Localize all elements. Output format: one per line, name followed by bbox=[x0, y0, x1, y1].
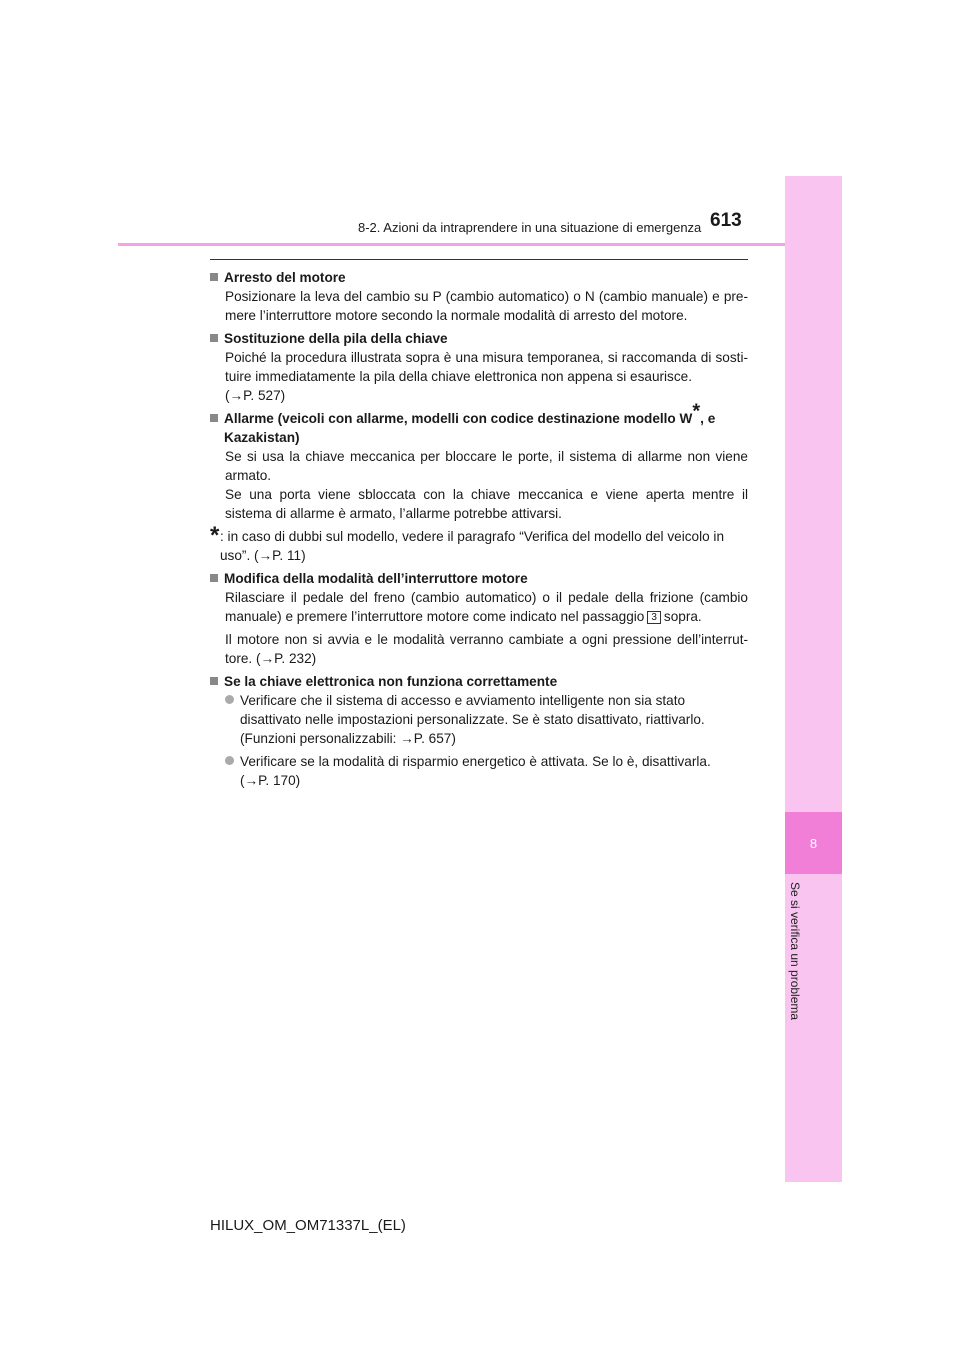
footnote bbox=[210, 522, 748, 565]
circle-bullet-icon bbox=[225, 756, 234, 765]
chapter-title: 8-2. Azioni da intraprendere in una situazione di emergenza bbox=[358, 220, 702, 235]
header-rule bbox=[118, 243, 785, 246]
paragraph: Se una porta viene sbloccata con la chiave meccanica e viene aperta mentre il sistema di allarme è armato, l’allarme potrebbe attivarsi. bbox=[225, 487, 748, 521]
square-bullet-icon bbox=[210, 677, 218, 685]
paragraph: Rilasciare il pedale del freno (cambio automatico) o il pedale della frizione (cambio manuale) e premere l’interruttore motore come indicato nel passaggio 3 sopra. bbox=[225, 590, 748, 624]
step-reference-box: 3 bbox=[647, 611, 661, 624]
paragraph: Posizionare la leva del cambio su P (cambio automatico) o N (cambio manuale) e pre-mere l’interruttore motore secondo la normale modalità di arresto del motore. bbox=[225, 289, 748, 323]
paragraph: Poiché la procedura illustrata sopra è una misura temporanea, si raccomanda di sosti-tuire immediatamente la pila della chiave elettronica non appena si esaurisce. bbox=[225, 350, 748, 384]
manual-code: HILUX_OM_OM71337L_(EL) bbox=[210, 1217, 406, 1234]
asterisk-icon: * bbox=[692, 400, 701, 423]
section-electronic-key bbox=[210, 672, 748, 790]
list-item: Verificare se la modalità di risparmio energetico è attivata. Se lo è, disattivarla. (→P. 170) bbox=[210, 752, 748, 790]
section-engine-stop bbox=[210, 268, 748, 325]
asterisk-icon: * bbox=[210, 522, 220, 549]
section-heading: Modifica della modalità dell’interruttore motore bbox=[210, 569, 748, 588]
page-content bbox=[210, 268, 748, 794]
square-bullet-icon bbox=[210, 273, 218, 281]
chapter-label: Se si verifica un problema bbox=[788, 882, 802, 1021]
section-heading: Se la chiave elettronica non funziona correttamente bbox=[210, 672, 748, 691]
section-alarm bbox=[210, 400, 748, 565]
footnote-text: : in caso di dubbi sul modello, vedere il paragrafo “Verifica del modello del veicolo in uso”. (→P. 11) bbox=[220, 529, 725, 563]
list-item: Verificare che il sistema di accesso e avviamento intelligente non sia stato disattivato nelle impostazioni personalizzate. Se è stato disattivato, riattivarlo. (Funzioni personalizzabili: →P. 657) bbox=[210, 691, 748, 748]
section-engine-switch-mode bbox=[210, 569, 748, 668]
square-bullet-icon bbox=[210, 574, 218, 582]
page-reference[interactable]: (→P. 527) bbox=[225, 388, 286, 403]
section-key-battery bbox=[210, 329, 748, 405]
chapter-number-tab[interactable]: 8 bbox=[785, 812, 842, 874]
circle-bullet-icon bbox=[225, 695, 234, 704]
section-heading: Sostituzione della pila della chiave bbox=[210, 329, 748, 348]
page-reference[interactable]: (Funzioni personalizzabili: →P. 657) bbox=[240, 731, 456, 746]
square-bullet-icon bbox=[210, 414, 218, 422]
paragraph: Il motore non si avvia e le modalità verranno cambiate a ogni pressione dell’interrut-tore. (→P. 232) bbox=[225, 632, 748, 666]
section-heading: Allarme (veicoli con allarme, modelli con codice destinazione modello W*, e Kazakistan) bbox=[210, 409, 748, 447]
section-heading: Arresto del motore bbox=[210, 268, 748, 287]
page-reference[interactable]: (→P. 170) bbox=[240, 773, 301, 788]
paragraph: Se si usa la chiave meccanica per bloccare le porte, il sistema di allarme non viene armato. bbox=[225, 449, 748, 483]
square-bullet-icon bbox=[210, 334, 218, 342]
page-number: 613 bbox=[710, 210, 742, 231]
content-rule bbox=[210, 259, 748, 260]
